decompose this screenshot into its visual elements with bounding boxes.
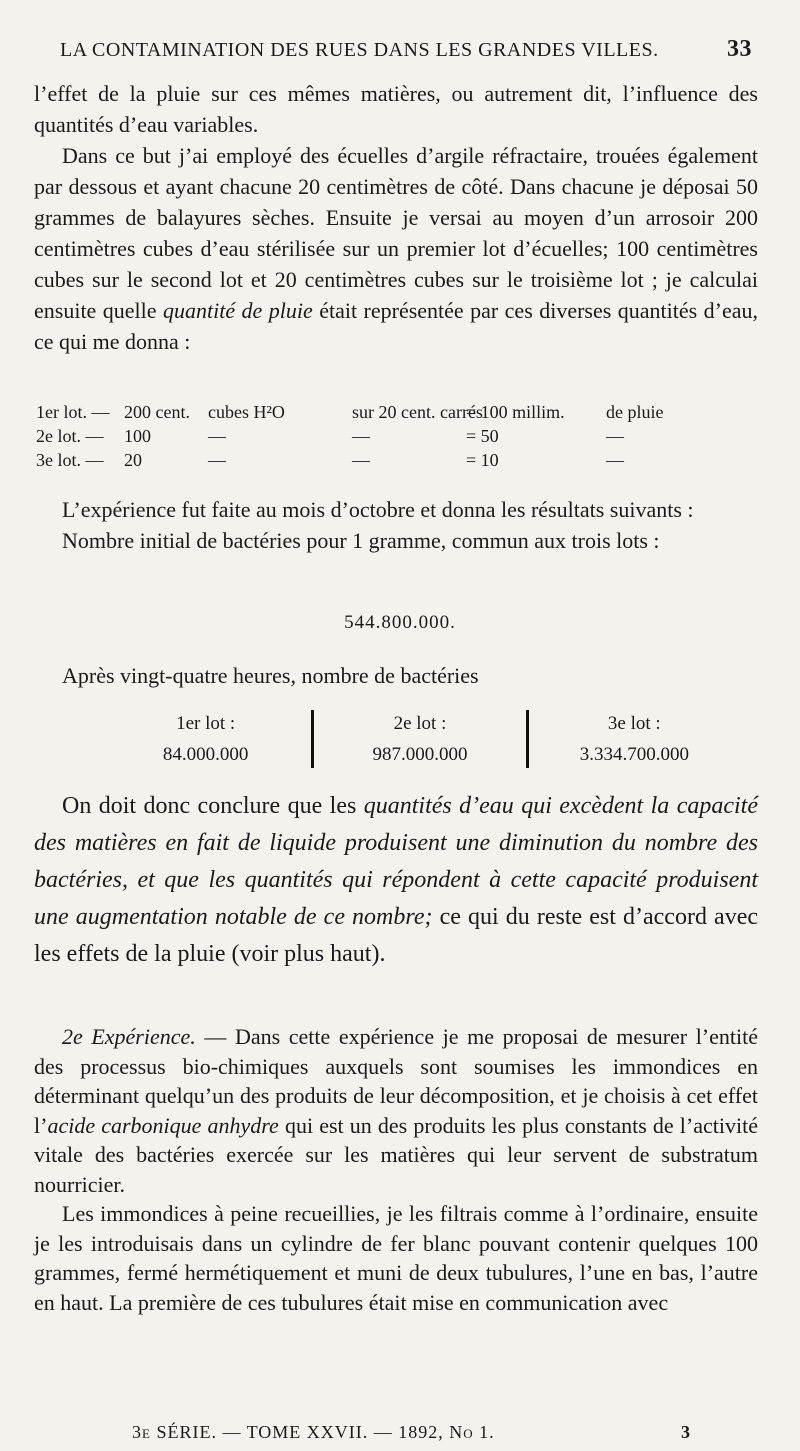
lot-tail: de pluie [606, 402, 664, 422]
experience-2-block [34, 1022, 758, 1317]
lot-unit: — [208, 426, 226, 446]
conclusion-text-b: ce qui du reste est d’accord avec les effets de la pluie (voir plus haut). [34, 904, 759, 967]
lot-equivalent: = 10 [466, 450, 499, 470]
conclusion-block [34, 788, 758, 973]
results-table [100, 708, 740, 770]
experience-text-block [34, 494, 758, 556]
lot-unit: — [208, 450, 226, 470]
paragraph-conclusion [34, 788, 758, 973]
lots-table [36, 400, 758, 472]
lot-equivalent: = 100 millim. [466, 402, 565, 422]
intro-text-block [34, 78, 758, 357]
result-label: 1er lot : [176, 713, 236, 734]
paragraph-after-24h: Après vingt-quatre heures, nombre de bactéries [62, 663, 479, 688]
lot-row [36, 448, 758, 472]
result-column [100, 708, 311, 770]
initial-value: 544.800.000. [344, 612, 456, 633]
lot-tail: — [606, 426, 624, 446]
lot-label: 1er lot. — [36, 402, 110, 422]
lot-surface: — [352, 426, 370, 446]
paragraph-experience-2 [34, 1022, 758, 1199]
after-text-block [34, 660, 758, 691]
paragraph-method-text-b: était représentée par ces diverses quantités d’eau, ce qui me donna : [34, 298, 758, 354]
page-footer [132, 1422, 690, 1443]
lot-label: 3e lot. — [36, 450, 104, 470]
experience-2-text-b: qui est un des produits les plus constants de l’activité vitale des bactéries exercée sur les matières qui leur servent de substratum nourricier. [34, 1112, 758, 1197]
result-column [314, 708, 525, 770]
lot-tail: — [606, 450, 624, 470]
result-label: 3e lot : [607, 713, 661, 734]
paragraph-method [34, 140, 758, 357]
paragraph-method-italic: quantité de pluie [162, 298, 313, 323]
lot-amount: 200 cent. [124, 402, 190, 422]
experience-2-italic: acide carbonique anhydre [47, 1112, 279, 1138]
paragraph-experience: L’expérience fut faite au mois d’octobre et donna les résultats suivants : [62, 497, 694, 522]
footer-series-info: 3e SÉRIE. — TOME XXVII. — 1892, No 1. [132, 1422, 495, 1442]
lot-amount: 100 [124, 426, 151, 446]
result-value: 3.334.700.000 [579, 744, 689, 765]
lot-row [36, 424, 758, 448]
result-column [529, 708, 740, 770]
paragraph-continuation: l’effet de la pluie sur ces mêmes matières, ou autrement dit, l’influence des quantités d’eau variables. [34, 81, 758, 137]
conclusion-italic: quantités d’eau qui excèdent la capacité des matières en fait de liquide produisent une diminution du nombre des bactéries, et que les quantités qui répondent à cette capacité produisent une augmentation notable de ce nombre; [34, 793, 759, 930]
lot-unit: cubes H²O [208, 402, 285, 422]
result-value: 84.000.000 [162, 744, 249, 765]
lot-row [36, 400, 758, 424]
paragraph-procedure: Les immondices à peine recueillies, je les filtrais comme à l’ordinaire, ensuite je les introduisais dans un cylindre de fer blanc pouvant contenir quelques 100 grammes, fermé hermétiquement et muni de deux tubulures, l’une en bas, l’autre en haut. La première de ces tubulures était mise en communication avec [34, 1201, 758, 1315]
lot-equivalent: = 50 [466, 426, 499, 446]
running-header [60, 36, 752, 63]
paragraph-method-text-a: Dans ce but j’ai employé des écuelles d’argile réfractaire, trouées également par dessous et ayant chacune 20 centimètres de côté. Dans chacune je déposai 50 grammes de balayures sèches. Ensuite je versai au moyen d’un arrosoir 200 centimètres cubes d’eau stérilisée sur un premier lot d’écuelles; 100 centimètres cubes sur le second lot et 20 centimètres cubes sur le troisième lot ; je calculai ensuite quelle [34, 143, 758, 323]
result-label: 2e lot : [393, 713, 447, 734]
header-page-number: 33 [727, 36, 752, 62]
footer-signature-number: 3 [681, 1422, 690, 1442]
experience-2-text-a: — Dans cette expérience je me proposai de mesurer l’entité des processus bio-chimiques auxquels sont soumises les immondices en déterminant quelqu’un des produits de leur décomposition, et je choisis à cet effet l’ [34, 1024, 758, 1138]
lot-label: 2e lot. — [36, 426, 104, 446]
paragraph-initial-count: Nombre initial de bactéries pour 1 gramme, commun aux trois lots : [62, 528, 660, 553]
conclusion-text-a: On doit donc conclure que les [62, 793, 364, 819]
lot-surface: sur 20 cent. carrés [352, 402, 483, 422]
result-value: 987.000.000 [372, 744, 468, 765]
lot-amount: 20 [124, 450, 142, 470]
header-title: LA CONTAMINATION DES RUES DANS LES GRANDES VILLES. [60, 39, 659, 61]
experience-2-label: 2e Expérience. [62, 1024, 196, 1049]
lot-surface: — [352, 450, 370, 470]
